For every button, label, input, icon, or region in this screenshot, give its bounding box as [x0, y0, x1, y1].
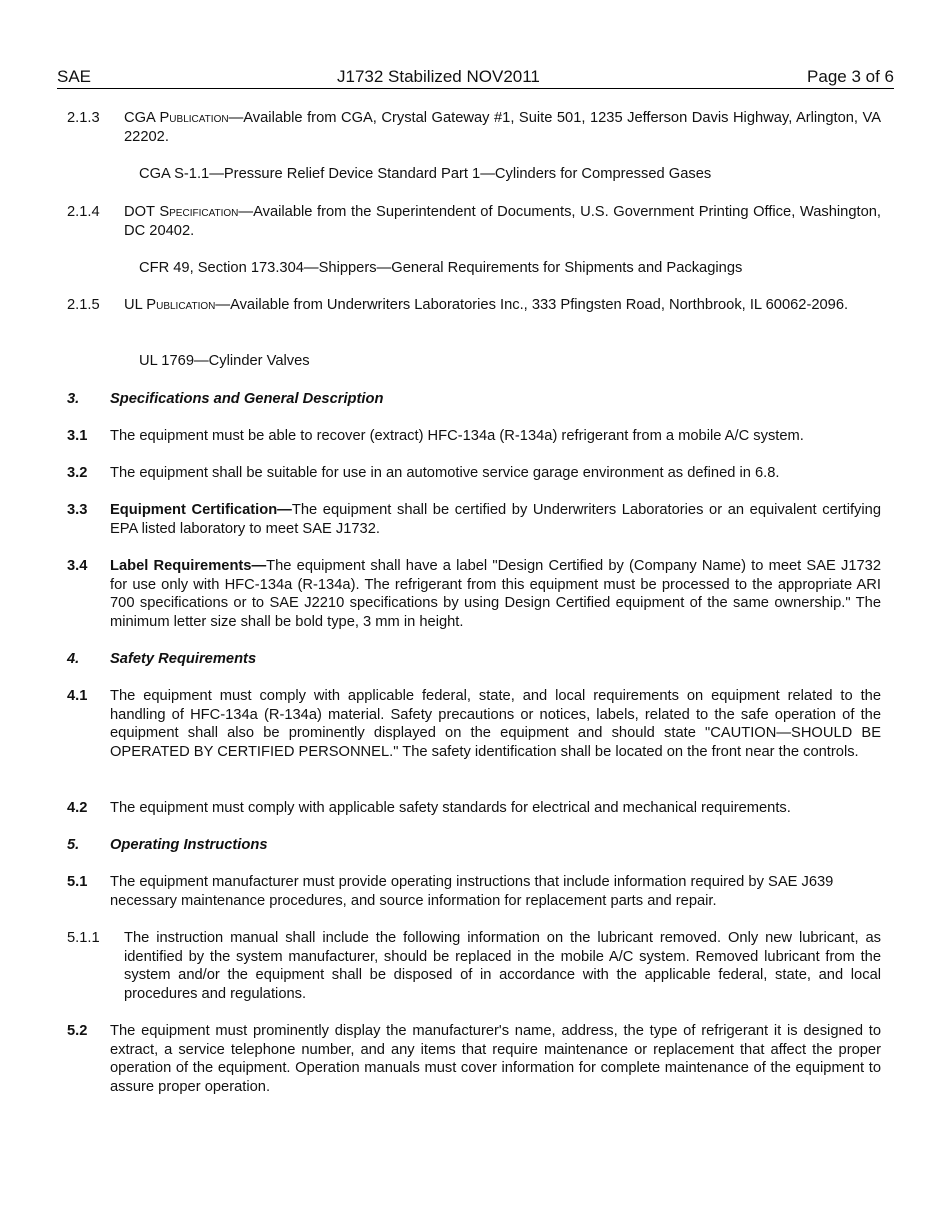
reference-cga-s-1-1: CGA S-1.1—Pressure Relief Device Standard Part 1—Cylinders for Compressed Gases — [139, 166, 712, 182]
section-3-1 — [67, 427, 881, 447]
section-body: The equipment shall be certified by Underwriters Laboratories or an equivalent certifying EPA listed laboratory to meet SAE J1732. — [110, 502, 882, 537]
section-number: 3.4 — [67, 558, 88, 574]
section-5-1 — [67, 873, 887, 913]
section-number: 3.2 — [67, 465, 88, 481]
section-number: 5.2 — [67, 1023, 88, 1039]
heading-title: Specifications and General Description — [110, 391, 384, 407]
section-4-2 — [67, 799, 881, 819]
section-body: —Available from the Superintendent of Documents, U.S. Government Printing Office, Washington, DC 20402. — [124, 204, 881, 239]
section-number: 2.1.3 — [67, 110, 100, 126]
heading-title: Operating Instructions — [110, 837, 268, 853]
heading-number: 3. — [67, 391, 80, 407]
section-5-1-1 — [67, 929, 881, 1005]
section-label: CGA Publication — [124, 110, 229, 126]
section-text — [110, 557, 881, 631]
header-page-number: Page 3 of 6 — [807, 67, 894, 86]
section-number: 2.1.5 — [67, 297, 100, 313]
section-3-3 — [67, 501, 881, 541]
section-text — [124, 109, 881, 146]
section-number: 3.3 — [67, 502, 88, 518]
section-2-1-5 — [67, 296, 881, 336]
section-text: The equipment must prominently display the manufacturer's name, address, the type of refrigerant it is designed to extract, a service telephone number, and any items that require maintenance or replacement that affect the proper operation of the equipment. Operation manuals must cover information for complete maintenance of the equipment to assure proper operation. — [110, 1023, 881, 1095]
section-body: —Available from Underwriters Laboratories Inc., 333 Pfingsten Road, Northbrook, IL 60062-2096. — [215, 297, 849, 313]
heading-number: 5. — [67, 837, 80, 853]
section-number: 5.1.1 — [67, 930, 100, 946]
section-3-4 — [67, 557, 881, 633]
section-4-1 — [67, 687, 881, 781]
section-text: The equipment manufacturer must provide operating instructions that include information required by SAE J639 necessary maintenance procedures, and source information for replacement parts and repair. — [110, 874, 834, 909]
header-org: SAE — [57, 67, 92, 86]
section-2-1-3 — [67, 109, 881, 149]
section-text: The equipment must comply with applicable safety standards for electrical and mechanical requirements. — [110, 800, 791, 816]
section-label: Equipment Certification— — [110, 502, 292, 518]
section-2-1-4 — [67, 203, 881, 243]
section-label: DOT Specification — [124, 204, 239, 220]
reference-ul-1769: UL 1769—Cylinder Valves — [139, 353, 310, 369]
heading-title: Safety Requirements — [110, 651, 257, 667]
section-text: The equipment must be able to recover (extract) HFC-134a (R-134a) refrigerant from a mobile A/C system. — [110, 428, 804, 444]
section-number: 2.1.4 — [67, 204, 100, 220]
section-text — [110, 501, 881, 538]
section-label: Label Requirements— — [110, 558, 267, 574]
section-number: 4.2 — [67, 800, 88, 816]
section-text — [124, 296, 881, 315]
section-number: 3.1 — [67, 428, 88, 444]
section-text: The equipment shall be suitable for use in an automotive service garage environment as defined in 6.8. — [110, 465, 780, 481]
section-label: UL Publication — [124, 297, 216, 313]
section-number: 5.1 — [67, 874, 88, 890]
page-header — [57, 68, 894, 89]
reference-cfr-49: CFR 49, Section 173.304—Shippers—General Requirements for Shipments and Packagings — [139, 260, 743, 276]
header-doc-id: J1732 Stabilized NOV2011 — [337, 67, 540, 86]
section-text — [124, 203, 881, 240]
heading-number: 4. — [67, 651, 80, 667]
section-3-2 — [67, 464, 881, 484]
section-5-2 — [67, 1022, 881, 1098]
section-text: The equipment must comply with applicable federal, state, and local requirements on equipment related to the handling of HFC-134a (R-134a) material. Safety precautions or notices, labels, related to the safe operation of the equipment shall also be prominently displayed on the equipment and should state "CAUTION—SHOULD BE OPERATED BY CERTIFIED PERSONNEL." The safety identification shall be located on the front near the controls. — [110, 688, 881, 760]
section-body: The equipment shall have a label "Design Certified by (Company Name) to meet SAE J1732 for use only with HFC-134a (R-134a). The refrigerant from this equipment must be processed to the appropriate ARI 700 specifications or to SAE J2210 specifications by using Design Certified equipment of the same ownership." The minimum letter size shall be bold type, 3 mm in height. — [110, 558, 881, 630]
section-text: The instruction manual shall include the following information on the lubricant removed. Only new lubricant, as identified by the system manufacturer, should be replaced in the mobile A/C system. Removed lubricant from the system and/or the equipment shall be disposed of in accordance with the applicable federal, state, and local procedures and regulations. — [124, 930, 881, 1002]
section-body: —Available from CGA, Crystal Gateway #1, Suite 501, 1235 Jefferson Davis Highway, Arlington, VA 22202. — [124, 110, 881, 145]
section-number: 4.1 — [67, 688, 88, 704]
